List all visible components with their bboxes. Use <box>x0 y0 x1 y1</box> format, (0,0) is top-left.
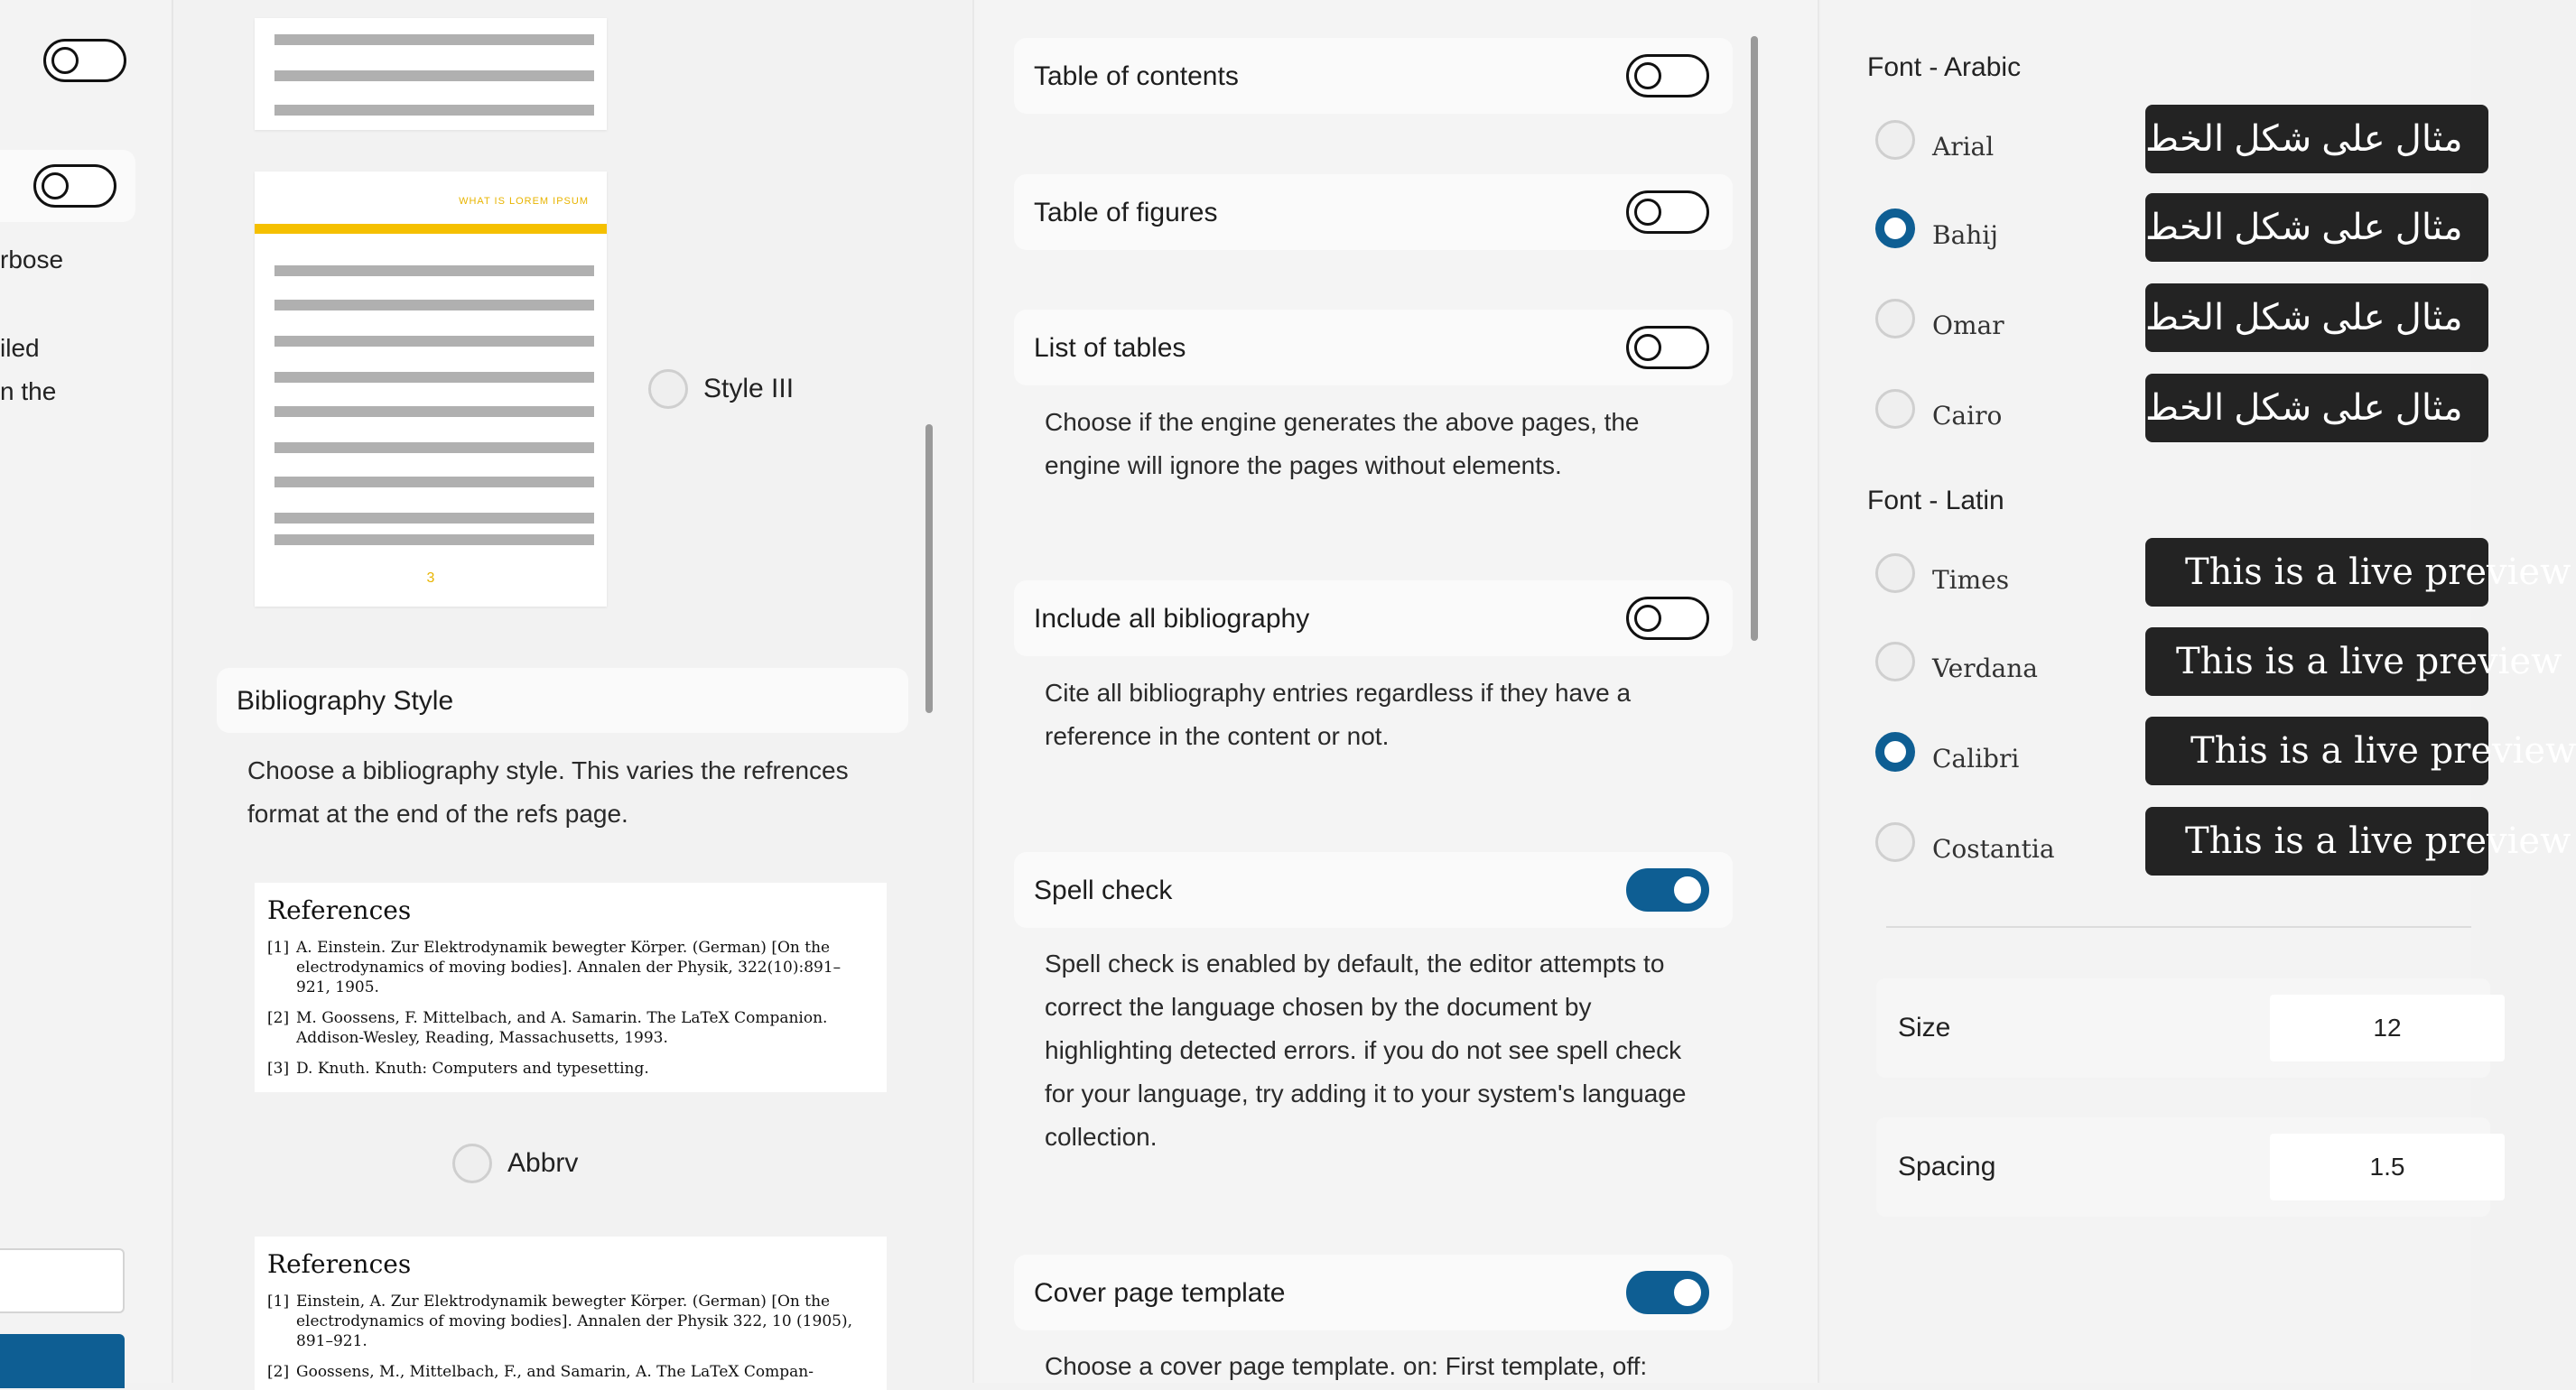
toggle-knob <box>1634 334 1661 361</box>
font-verdana-label: Verdana <box>1932 653 2038 683</box>
text-line <box>274 372 594 383</box>
font-bahij-radio[interactable] <box>1875 208 1915 248</box>
toggle-knob <box>1634 62 1661 89</box>
text-line <box>274 477 594 487</box>
reference-entry <box>267 1362 874 1382</box>
description-line: Choose a cover page template. on: First template, off: <box>1045 1352 1648 1380</box>
line-spacing-card <box>1876 1117 2490 1217</box>
description-line: Spell check is enabled by default, the editor attempts to <box>1045 950 1665 978</box>
toggle-knob <box>1674 876 1701 904</box>
font-calibri-preview: This is a live preview <box>2145 717 2488 785</box>
line-spacing-input[interactable]: 1.5 <box>2270 1134 2505 1200</box>
table-of-contents-toggle[interactable] <box>1626 54 1709 97</box>
left-text-fragment: n the <box>0 377 57 405</box>
text-line <box>274 300 594 310</box>
table-of-figures-card <box>1014 174 1733 250</box>
line-spacing-label: Spacing <box>1898 1152 1996 1182</box>
text-line <box>274 34 594 45</box>
reference-number: [2] <box>267 1363 290 1381</box>
spell-check-description <box>1045 942 1686 1159</box>
reference-text: Einstein, A. Zur Elektrodynamik bewegter Körper. (German) [On the electrodynamics of moving bodies]. Annalen der Physik 322, 10 (1905), 891–921. <box>296 1293 852 1350</box>
reference-text: A. Einstein. Zur Elektrodynamik bewegter Körper. (German) [On the electrodynamics of moving bodies]. Annalen der Physik, 322(10):891–921, 1905. <box>296 939 842 996</box>
panel-scrollbar[interactable] <box>925 424 933 713</box>
font-size-label: Size <box>1898 1013 1951 1042</box>
toggle-knob <box>1634 199 1661 226</box>
reference-number: [1] <box>267 1293 290 1311</box>
font-cairo-radio[interactable] <box>1875 389 1915 429</box>
abbrv-radio[interactable] <box>452 1144 492 1183</box>
abbrv-style-preview[interactable] <box>255 1237 887 1390</box>
description-line: collection. <box>1045 1123 1158 1151</box>
cover-page-template-toggle[interactable] <box>1626 1271 1709 1314</box>
font-arabic-title: Font - Arabic <box>1867 52 2022 82</box>
page-thumbnail-partial <box>255 18 607 130</box>
font-bahij-preview: مثال على شكل الخط <box>2145 193 2488 262</box>
font-size-card <box>1876 978 2490 1078</box>
spell-check-label: Spell check <box>1034 876 1173 905</box>
references-heading: References <box>267 1249 412 1279</box>
style-iii-thumbnail[interactable] <box>255 171 607 607</box>
description-line: reference in the content or not. <box>1045 722 1390 750</box>
include-all-bibliography-label: Include all bibliography <box>1034 604 1310 634</box>
font-bahij-label: Bahij <box>1932 220 1998 250</box>
font-arial-preview: مثال على شكل الخط <box>2145 105 2488 173</box>
bibliography-style-card <box>217 668 908 733</box>
style-iii-radio[interactable] <box>648 369 688 409</box>
bibliography-description <box>1045 672 1631 758</box>
reference-text: D. Knuth. Knuth: Computers and typesetting. <box>296 1060 649 1078</box>
document-options-panel <box>972 0 1819 1383</box>
section-divider <box>1886 926 2471 928</box>
table-of-contents-label: Table of contents <box>1034 61 1239 91</box>
text-line <box>274 70 594 81</box>
toggle-knob <box>51 47 79 74</box>
font-costantia-preview: This is a live preview <box>2145 807 2488 876</box>
font-times-label: Times <box>1932 565 2010 595</box>
include-all-bibliography-toggle[interactable] <box>1626 597 1709 640</box>
text-line <box>274 513 594 524</box>
options-scrollbar[interactable] <box>1751 36 1758 641</box>
thumbnail-heading: WHAT IS LOREM IPSUM <box>459 196 589 207</box>
font-verdana-radio[interactable] <box>1875 642 1915 681</box>
lists-description <box>1045 401 1640 487</box>
description-line: engine will ignore the pages without elements. <box>1045 451 1562 479</box>
description-line: for your language, try adding it to your system's language <box>1045 1080 1687 1107</box>
left-primary-button[interactable] <box>0 1334 125 1388</box>
left-toggle-1[interactable] <box>43 39 126 82</box>
reference-entry <box>267 1059 874 1079</box>
left-text-fragment: iled <box>0 334 40 362</box>
list-of-tables-toggle[interactable] <box>1626 326 1709 369</box>
toggle-knob <box>1674 1279 1701 1306</box>
references-heading: References <box>267 895 412 925</box>
cover-page-template-card <box>1014 1255 1733 1330</box>
font-arial-radio[interactable] <box>1875 120 1915 160</box>
plain-style-preview[interactable] <box>255 883 887 1092</box>
description-line: highlighting detected errors. if you do not see spell check <box>1045 1036 1682 1064</box>
table-of-figures-toggle[interactable] <box>1626 190 1709 234</box>
fonts-panel <box>1821 0 2576 1383</box>
description-line: format at the end of the refs page. <box>247 800 628 828</box>
table-of-contents-card <box>1014 38 1733 114</box>
description-line: Choose a bibliography style. This varies the refrences <box>247 756 849 784</box>
abbrv-label: Abbrv <box>507 1148 579 1178</box>
reference-number: [3] <box>267 1060 290 1078</box>
description-line: correct the language chosen by the document by <box>1045 993 1592 1021</box>
font-calibri-label: Calibri <box>1932 744 2020 774</box>
text-line <box>274 105 594 116</box>
list-of-tables-label: List of tables <box>1034 333 1186 363</box>
spell-check-toggle[interactable] <box>1626 868 1709 912</box>
include-all-bibliography-card <box>1014 580 1733 656</box>
font-verdana-preview: This is a live preview <box>2145 627 2488 696</box>
font-calibri-radio[interactable] <box>1875 732 1915 772</box>
font-latin-title: Font - Latin <box>1867 486 2004 515</box>
style-iii-label: Style III <box>703 374 795 403</box>
left-text-fragment: rbose <box>0 246 64 273</box>
toggle-knob <box>1634 605 1661 632</box>
reference-entry <box>267 1292 874 1351</box>
reference-entry <box>267 938 874 997</box>
font-omar-radio[interactable] <box>1875 299 1915 338</box>
reference-text: Goossens, M., Mittelbach, F., and Samarin, A. The LaTeX Compan- <box>296 1363 814 1381</box>
list-of-tables-card <box>1014 310 1733 385</box>
text-line <box>274 442 594 453</box>
reference-entry <box>267 1008 874 1048</box>
reference-number: [2] <box>267 1009 290 1027</box>
reference-text: M. Goossens, F. Mittelbach, and A. Samarin. The LaTeX Companion. Addison-Wesley, Reading, Massachusetts, 1993. <box>296 1009 828 1047</box>
font-times-preview: This is a live preview <box>2145 538 2488 607</box>
font-size-input[interactable]: 12 <box>2270 995 2505 1061</box>
description-line: Choose if the engine generates the above pages, the <box>1045 408 1640 436</box>
reference-number: [1] <box>267 939 290 957</box>
thumbnail-page-number: 3 <box>426 570 435 586</box>
font-omar-preview: مثال على شكل الخط <box>2145 283 2488 352</box>
left-settings-panel <box>0 0 172 1383</box>
text-line <box>274 265 594 276</box>
description-line: Cite all bibliography entries regardless if they have a <box>1045 679 1632 707</box>
text-line <box>274 534 594 545</box>
left-toggle-2[interactable] <box>33 164 116 208</box>
cover-page-description <box>1045 1345 1647 1388</box>
font-costantia-label: Costantia <box>1932 834 2055 864</box>
text-line <box>274 336 594 347</box>
font-times-radio[interactable] <box>1875 553 1915 593</box>
font-cairo-label: Cairo <box>1932 401 2003 431</box>
toggle-knob <box>42 172 69 199</box>
left-text-input[interactable] <box>0 1248 125 1313</box>
font-costantia-radio[interactable] <box>1875 822 1915 862</box>
table-of-figures-label: Table of figures <box>1034 198 1218 227</box>
bibliography-style-description <box>247 749 849 836</box>
font-arial-label: Arial <box>1932 132 1995 162</box>
styles-panel <box>172 0 971 1383</box>
bibliography-style-title: Bibliography Style <box>237 686 454 716</box>
thumbnail-header-bar <box>255 224 607 234</box>
font-cairo-preview: مثال على شكل الخط <box>2145 374 2488 442</box>
cover-page-template-label: Cover page template <box>1034 1278 1286 1308</box>
spell-check-card <box>1014 852 1733 928</box>
text-line <box>274 406 594 417</box>
font-omar-label: Omar <box>1932 310 2004 340</box>
